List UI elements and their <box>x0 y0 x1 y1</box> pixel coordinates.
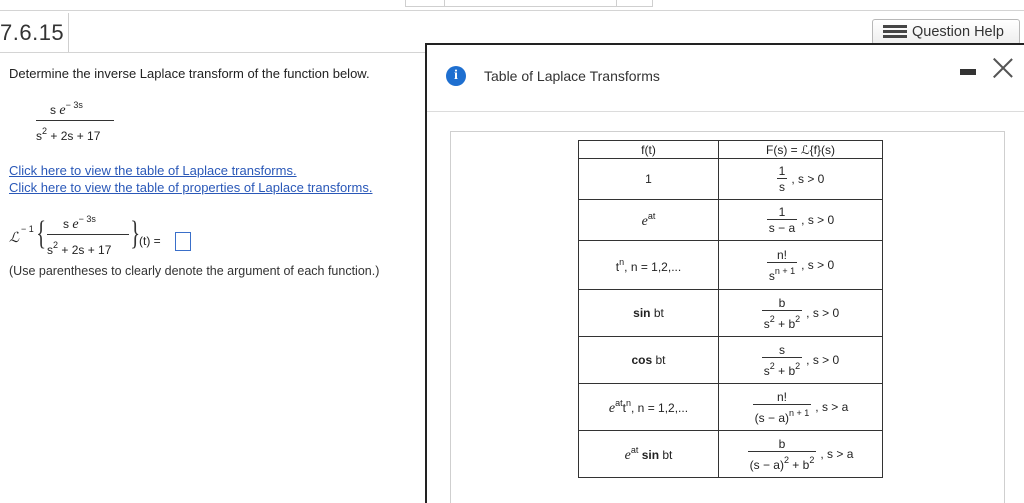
ft-rest: , n = 1,2,... <box>624 259 682 274</box>
table-row <box>579 384 883 431</box>
ft-cell <box>579 241 719 290</box>
Fs-condition: , s > 0 <box>801 258 835 272</box>
Fs-denominator-base: s <box>763 316 770 331</box>
denominator-exponent: 2 <box>42 126 48 136</box>
question-number-divider <box>68 13 69 53</box>
Fs-denominator-sup2: 2 <box>809 454 815 465</box>
answer-suffix: (t) = <box>139 234 161 248</box>
answer-expression <box>9 212 199 262</box>
Fs-numerator: b <box>778 436 786 451</box>
Fs-denominator: s − a <box>768 221 796 235</box>
tab-separator <box>616 0 617 7</box>
Fs-numerator: 1 <box>778 205 786 219</box>
Fs-cell <box>719 431 883 478</box>
ft-sup2: n <box>626 397 632 408</box>
left-brace: { <box>36 215 47 252</box>
tab-separator <box>444 0 445 7</box>
Fs-denominator-base: (s − a) <box>754 410 790 425</box>
laplace-properties-link[interactable]: Click here to view the table of properties of Laplace transforms. <box>9 180 373 195</box>
Fs-denominator-plus: + b <box>788 457 810 472</box>
column-header-ft: f(t) <box>579 141 719 159</box>
Fs-numerator: s <box>778 342 785 357</box>
Fs-denominator-sup2: 2 <box>795 360 801 371</box>
answer-fraction <box>45 212 131 260</box>
table-row <box>579 159 883 200</box>
ft-bold: sin <box>633 306 651 320</box>
table-row <box>579 290 883 337</box>
Fs-denominator-base: (s − a) <box>749 457 784 472</box>
Fs-denominator-sup2: 2 <box>795 313 801 324</box>
Fs-condition: , s > 0 <box>806 353 840 367</box>
table-row <box>579 337 883 384</box>
answer-numerator-e: e <box>72 217 79 232</box>
ft-sup: n <box>619 256 625 267</box>
Fs-numerator: n! <box>776 389 787 404</box>
inverse-exponent: − 1 <box>21 224 34 234</box>
dialog-header <box>427 45 1024 112</box>
ft-rest: bt <box>659 447 673 462</box>
Fs-denominator-sup: 2 <box>783 454 789 465</box>
Fs-denominator-sup: 2 <box>769 313 775 324</box>
Fs-cell <box>719 290 883 337</box>
Fs-cell <box>719 241 883 290</box>
answer-numerator-s: s <box>63 217 69 231</box>
numerator-s: s <box>50 103 56 117</box>
ft-base: e <box>608 400 616 416</box>
answer-numerator-exponent: − 3s <box>78 214 96 224</box>
Fs-condition: , s > 0 <box>806 306 840 320</box>
ft-rest: bt <box>652 353 666 367</box>
given-function <box>36 96 116 146</box>
ft-cell: 1 <box>579 159 719 200</box>
column-header-Fs-label: F(s) = ℒ{f}(s) <box>766 142 835 157</box>
Fs-condition: , s > 0 <box>791 172 825 186</box>
Fs-cell <box>719 159 883 200</box>
answer-hint: (Use parentheses to clearly denote the argument of each function.) <box>9 264 380 278</box>
table-row <box>579 200 883 241</box>
Fs-denominator-base: s <box>763 363 770 378</box>
answer-denominator-rest: + 2s + 17 <box>61 243 112 257</box>
ft-cell <box>579 290 719 337</box>
denominator-rest: + 2s + 17 <box>50 129 101 143</box>
ft-sup: at <box>647 210 656 221</box>
Fs-condition: , s > 0 <box>801 213 835 227</box>
Fs-numerator: 1 <box>778 164 786 178</box>
Fs-numerator: b <box>778 295 786 310</box>
question-help-label: Question Help <box>912 24 1004 40</box>
column-header-Fs <box>719 141 883 159</box>
answer-fraction-bar <box>47 234 129 235</box>
ft-base: e <box>641 213 648 229</box>
table-row <box>579 241 883 290</box>
numerator-exponent: − 3s <box>65 100 83 110</box>
question-prompt: Determine the inverse Laplace transform of the function below. <box>9 66 370 81</box>
ft-cell <box>579 431 719 478</box>
ft-sup: at <box>630 444 639 455</box>
fraction-bar <box>36 120 114 121</box>
list-icon <box>883 25 907 39</box>
top-divider <box>0 10 1024 11</box>
minimize-icon[interactable] <box>960 69 976 75</box>
ft-base: e <box>624 447 631 463</box>
Fs-numerator: n! <box>776 247 787 262</box>
Fs-cell <box>719 200 883 241</box>
answer-denominator-s: s <box>47 243 53 257</box>
ft-bold: sin <box>641 447 660 462</box>
info-icon: i <box>446 66 466 86</box>
Fs-denominator-sup: n + 1 <box>789 407 810 418</box>
right-brace: } <box>130 215 141 252</box>
ft-cell <box>579 384 719 431</box>
ft-mid: t <box>622 400 626 415</box>
table-row <box>579 431 883 478</box>
numerator-e: e <box>59 103 66 118</box>
dialog-title: Table of Laplace Transforms <box>484 68 660 84</box>
Fs-denominator-plus: + b <box>774 316 796 331</box>
denominator-s: s <box>36 129 42 143</box>
question-number: 7.6.15 <box>0 20 65 45</box>
Fs-condition: , s > a <box>815 400 849 414</box>
Fs-condition: , s > a <box>820 447 854 461</box>
Fs-denominator-base: s <box>768 268 775 283</box>
laplace-table <box>578 140 883 478</box>
ft-rest: bt <box>650 306 664 320</box>
laplace-table-link[interactable]: Click here to view the table of Laplace transforms. <box>9 163 297 178</box>
ft-cell <box>579 337 719 384</box>
close-icon[interactable] <box>992 57 1014 79</box>
ft-bold: cos <box>631 353 653 367</box>
Fs-denominator: s <box>778 180 785 194</box>
ft-cell <box>579 200 719 241</box>
top-navigation-tabs[interactable] <box>405 0 653 7</box>
Fs-denominator-plus: + b <box>774 363 796 378</box>
answer-input[interactable] <box>175 232 191 251</box>
question-help-button[interactable] <box>872 19 1020 45</box>
ft-rest: , n = 1,2,... <box>631 400 689 415</box>
Fs-denominator-sup: n + 1 <box>774 265 796 276</box>
answer-denominator-exponent: 2 <box>53 240 59 250</box>
ft-sup: at <box>615 397 623 408</box>
ft-base: t <box>615 259 620 274</box>
laplace-table-dialog <box>425 43 1024 503</box>
Fs-cell <box>719 337 883 384</box>
Fs-cell <box>719 384 883 431</box>
laplace-script-l: ℒ <box>9 231 20 246</box>
Fs-denominator-sup: 2 <box>769 360 775 371</box>
